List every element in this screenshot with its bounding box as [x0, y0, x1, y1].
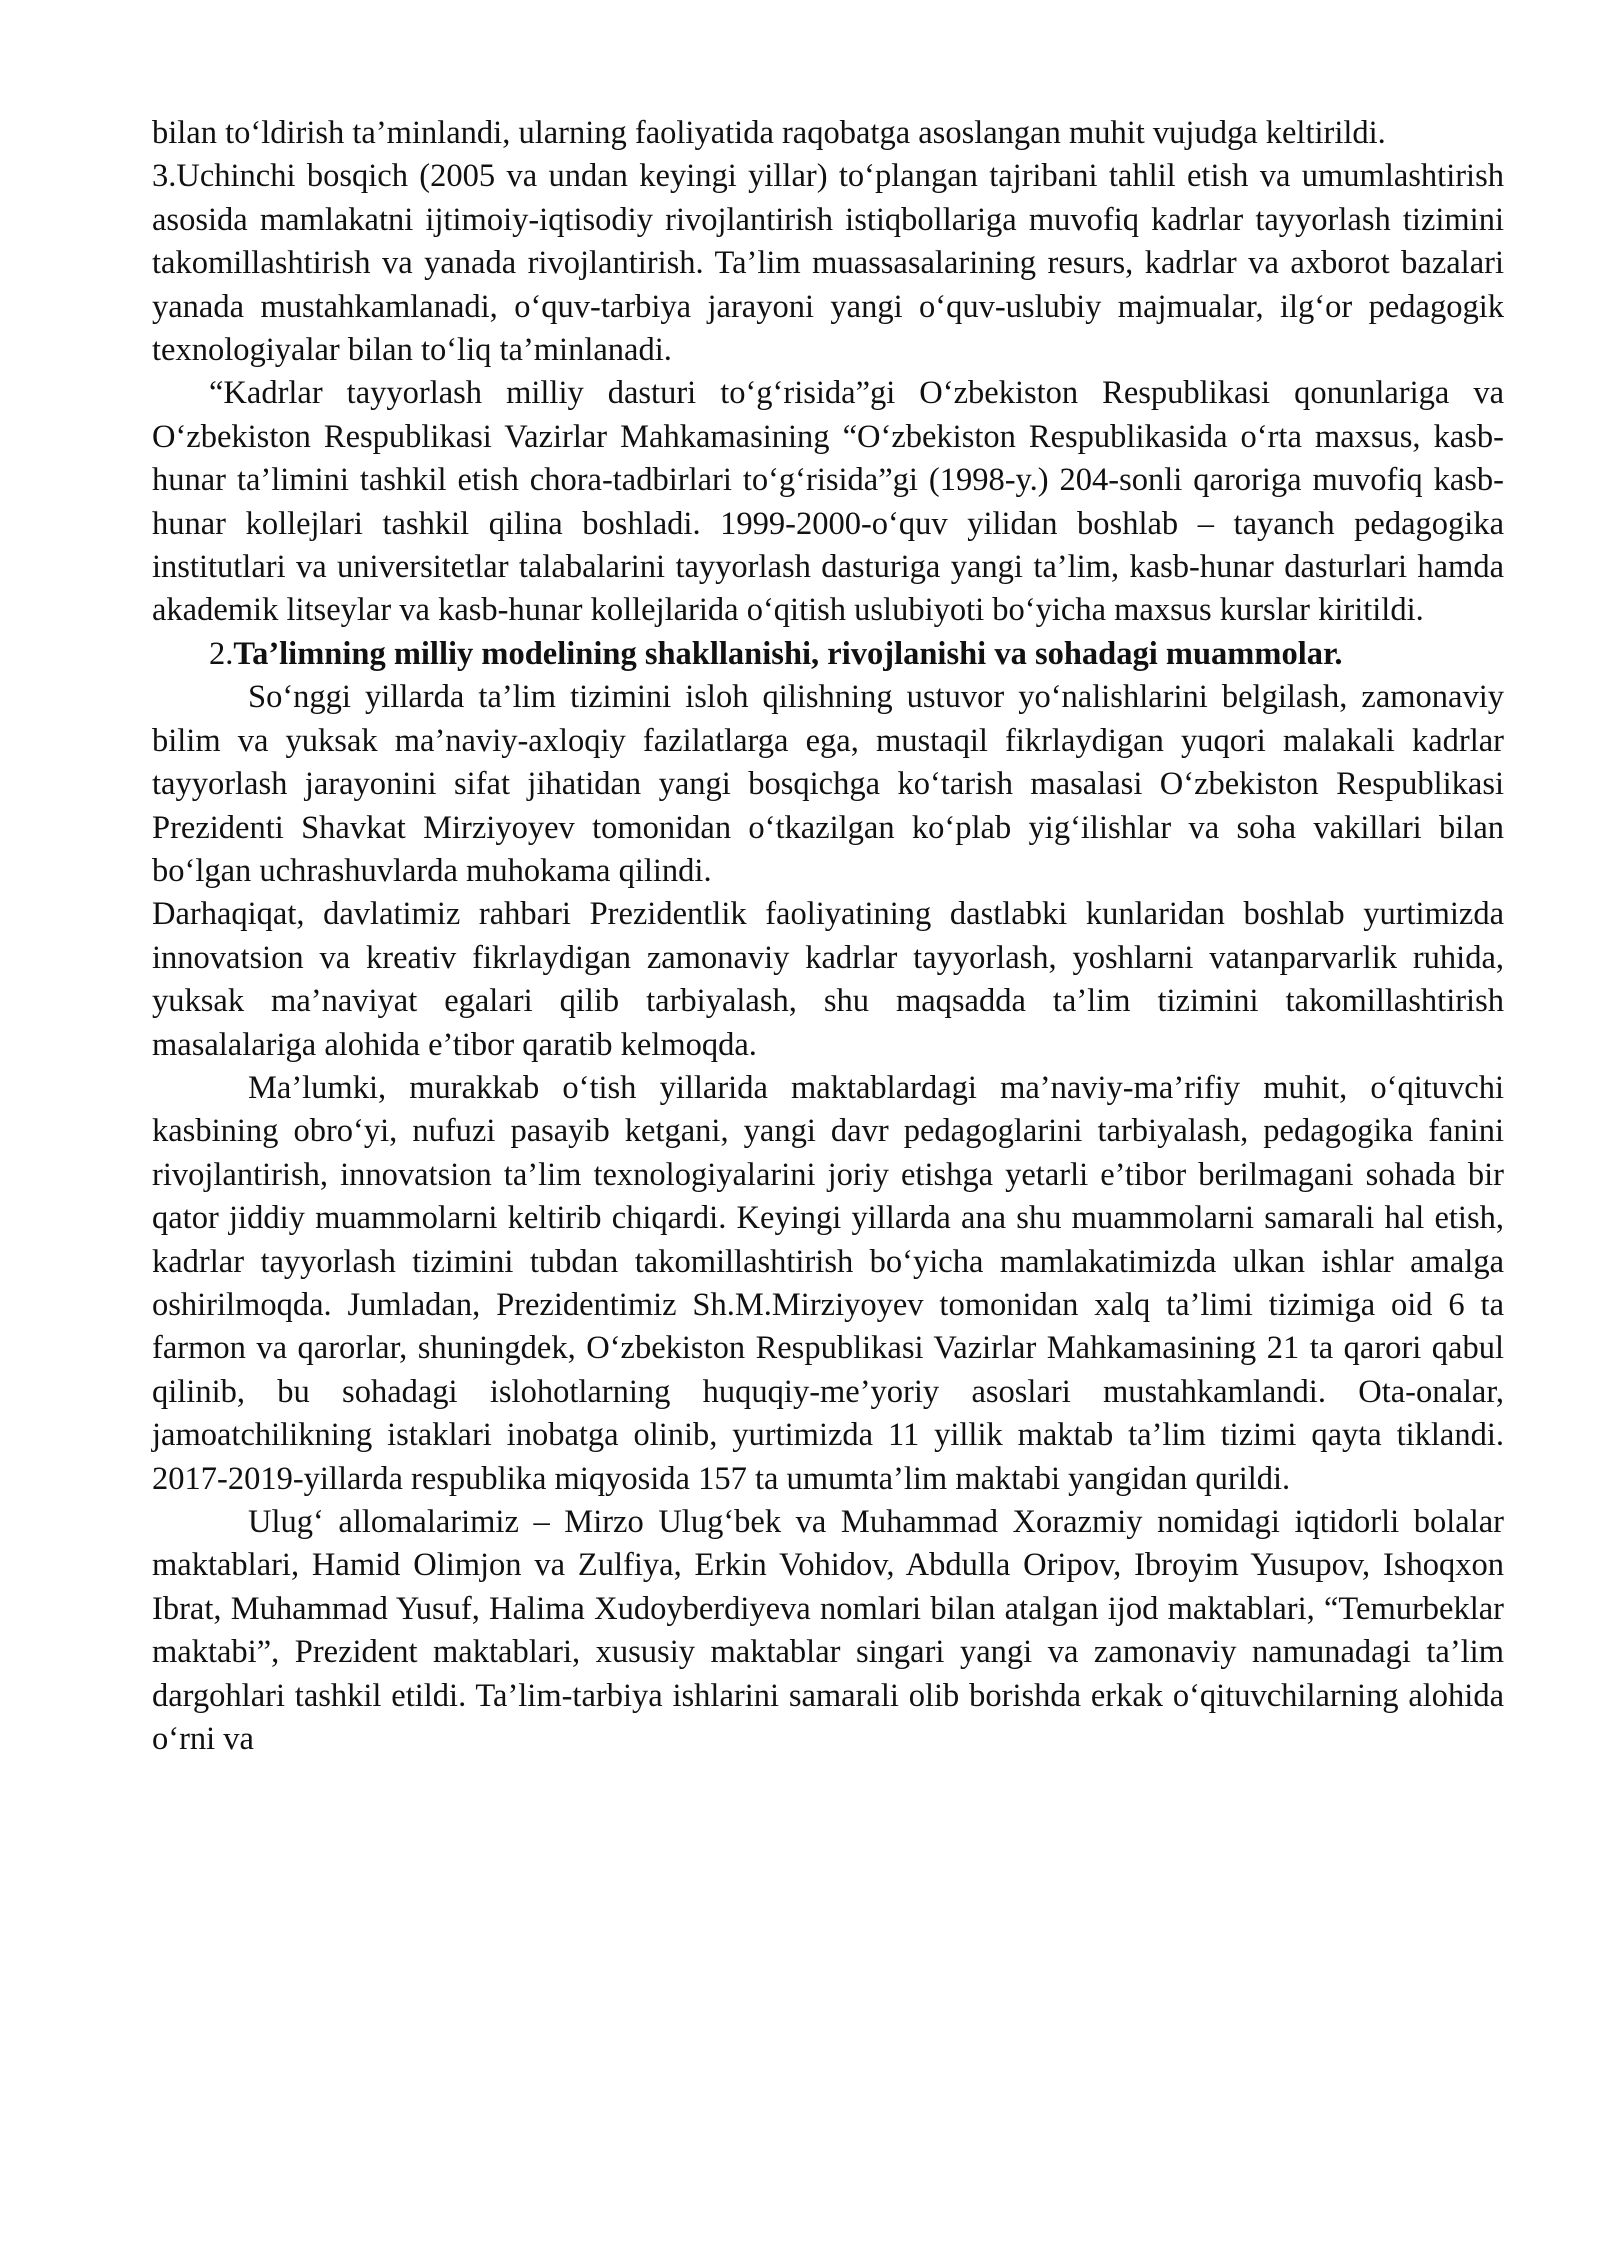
- paragraph-third-stage: 3.Uchinchi bosqich (2005 va undan keyingi yillar) to‘plangan tajribani tahlil etish va umumlashtirish asosida mamlakatni ijtimoiy-iqtisodiy rivojlantirish istiqbollariga muvofiq kadrlar tayyorlash tizimini takomillashtirish va yanada rivojlantirish. Ta’lim muassasalarining resurs, kadrlar va axborot bazalari yanada mustahkamlanadi, o‘quv-tarbiya jarayoni yangi o‘quv-uslubiy majmualar, ilg‘or pedagogik texnologiyalar bilan to‘liq ta’minlanadi.: [152, 158, 1504, 369]
- paragraph-ulug-allomalar: Ulug‘ allomalarimiz – Mirzo Ulug‘bek va Muhammad Xorazmiy nomidagi iqtidorli bolalar maktablari, Hamid Olimjon va Zulfiya, Erkin Vohidov, Abdulla Oripov, Ibroyim Yusupov, Ishoqxon Ibrat, Muhammad Yusuf, Halima Xudoyberdiyeva nomlari bilan atalgan ijod maktablari, “Temurbeklar maktabi”, Prezident maktablari, xususiy maktablar singari yangi va zamonaviy namunadagi ta’lim dargohlari tashkil etildi. Ta’lim-tarbiya ishlarini samarali olib borishda erkak o‘qituvchilarning alohida o‘rni va: [152, 1504, 1504, 1758]
- paragraph-continuation: bilan to‘ldirish ta’minlandi, ularning faoliyatida raqobatga asoslangan muhit vujudga keltirildi.: [152, 115, 1386, 151]
- section-heading-title: Ta’limning milliy modelining shakllanishi, rivojlanishi va sohadagi muammolar.: [233, 635, 1343, 672]
- section-heading: [152, 633, 1504, 676]
- paragraph-darhaqiqat: Darhaqiqat, davlatimiz rahbari Prezidentlik faoliyatining dastlabki kunlaridan boshlab yurtimizda innovatsion va kreativ fikrlaydigan zamonaviy kadrlar tayyorlash, yoshlarni vatanparvarlik ruhida, yuksak ma’naviyat egalari qilib tarbiyalash, shu maqsadda ta’lim tizimini takomillashtirish masalalariga alohida e’tibor qaratib kelmoqda.: [152, 896, 1504, 1063]
- paragraph-malumki: Ma’lumki, murakkab o‘tish yillarida maktablardagi ma’naviy-ma’rifiy muhit, o‘qituvchi kasbining obro‘yi, nufuzi pasayib ketgani, yangi davr pedagoglarini tarbiyalash, pedagogika fanini rivojlantirish, innovatsion ta’lim texnologiyalarini joriy etishga yetarli e’tibor berilmagani sohada bir qator jiddiy muammolarni keltirib chiqardi. Keyingi yillarda ana shu muammolarni samarali hal etish, kadrlar tayyorlash tizimini tubdan takomillashtirish bo‘yicha mamlakatimizda ulkan ishlar amalga oshirilmoqda. Jumladan, Prezidentimiz Sh.M.Mirziyoyev tomonidan xalq ta’limi tizimiga oid 6 ta farmon va qarorlar, shuningdek, O‘zbekiston Respublikasi Vazirlar Mahkamasining 21 ta qarori qabul qilinib, bu sohadagi islohotlarning huquqiy-me’yoriy asoslari mustahkamlandi. Ota-onalar, jamoatchilikning istaklari inobatga olinib, yurtimizda 11 yillik maktab ta’lim tizimi qayta tiklandi. 2017-2019-yillarda respublika miqyosida 157 ta umumta’lim maktabi yangidan qurildi.: [152, 1069, 1504, 1497]
- document-page: [152, 112, 1504, 1761]
- paragraph-recent-years: So‘nggi yillarda ta’lim tizimini isloh qilishning ustuvor yo‘nalishlarini belgilash, zamonaviy bilim va yuksak ma’naviy-axloqiy fazilatlarga ega, mustaqil fikrlaydigan yuqori malakali kadrlar tayyorlash jarayonini sifat jihatidan yangi bosqichga ko‘tarish masalasi O‘zbekiston Respublikasi Prezidenti Shavkat Mirziyoyev tomonidan o‘tkazilgan ko‘plab yig‘ilishlar va soha vakillari bilan bo‘lgan uchrashuvlarda muhokama qilindi.: [152, 679, 1504, 889]
- paragraph-kadrlar-dasturi: “Kadrlar tayyorlash milliy dasturi to‘g‘risida”gi O‘zbekiston Respublikasi qonunlariga va O‘zbekiston Respublikasi Vazirlar Mahkamasining “O‘zbekiston Respublikasida o‘rta maxsus, kasb-hunar ta’limini tashkil etish chora-tadbirlari to‘g‘risida”gi (1998-y.) 204-sonli qaroriga muvofiq kasb-hunar kollejlari tashkil qilina boshladi. 1999-2000-o‘quv yilidan boshlab – tayanch pedagogika institutlari va universitetlar talabalarini tayyorlash dasturiga yangi ta’lim, kasb-hunar dasturlari hamda akademik litseylar va kasb-hunar kollejlarida o‘qitish uslubiyoti bo‘yicha maxsus kurslar kiritildi.: [152, 375, 1504, 629]
- section-heading-number: 2.: [209, 635, 234, 672]
